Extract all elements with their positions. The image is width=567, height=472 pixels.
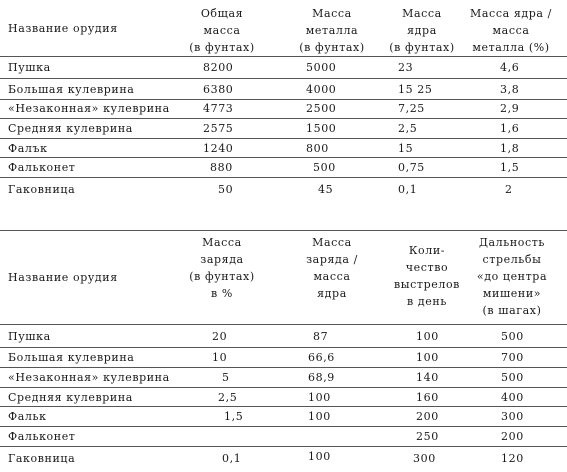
t2-cell-name: «Незаконная» кулеврина [8, 371, 170, 384]
t2-cell-col4: 200 [501, 430, 524, 443]
t2-header-col3-line1: Коли- [408, 244, 446, 257]
t1-header-col4 [457, 5, 565, 56]
t2-cell-col4: 300 [501, 410, 524, 423]
t2-cell-col1: 5 [222, 371, 230, 384]
t2-header-divider [0, 324, 567, 325]
t2-cell-name: Фальконет [8, 430, 76, 443]
t1-cell-col2: 1500 [306, 122, 337, 135]
t1-header-col4-line2: масса [492, 24, 530, 37]
t1-cell-name: Фалък [8, 142, 48, 155]
t1-header-col1-line2: масса [203, 24, 241, 37]
t1-header-col3-line3: (в фунтах) [389, 41, 455, 54]
t1-header-name: Название орудия [8, 22, 118, 35]
t1-row-divider [0, 177, 567, 178]
t2-cell-col3: 250 [416, 430, 439, 443]
t1-cell-col1: 50 [218, 183, 234, 196]
t2-cell-col3: 140 [416, 371, 439, 384]
t1-row-divider [0, 78, 567, 79]
t2-cell-col4: 700 [501, 351, 524, 364]
t2-header-col1-line2: заряда [200, 253, 244, 266]
t1-header-col1-line3: (в фунтах) [189, 41, 255, 54]
t2-cell-col1: 10 [212, 351, 228, 364]
t1-header-col3-line1: Масса [402, 7, 442, 20]
t1-cell-col3: 7,25 [398, 102, 425, 115]
t1-header-col2-line1: Масса [312, 7, 352, 20]
t1-cell-col4: 2 [505, 183, 513, 196]
t2-header-col2-line4: ядра [317, 287, 347, 300]
t2-cell-col1: 2,5 [218, 391, 238, 404]
t2-cell-col4: 400 [501, 391, 524, 404]
t1-cell-name: Гаковница [8, 183, 76, 196]
t1-cell-col2: 2500 [306, 102, 337, 115]
t2-cell-col3: 160 [416, 391, 439, 404]
t1-cell-name: Большая кулеврина [8, 83, 135, 96]
t1-cell-col1: 8200 [203, 61, 234, 74]
t2-header-col1-line3: (в фунтах) [189, 270, 255, 283]
t1-header-col2-line2: металла [305, 24, 359, 37]
t1-cell-col1: 4773 [203, 102, 234, 115]
t2-header-col3-line3: выстрелов [394, 278, 460, 291]
t2-header-col2 [282, 234, 382, 302]
t1-header-col3-line2: ядра [407, 24, 437, 37]
t2-header-col1-line4: в % [211, 287, 233, 300]
t1-row-divider [0, 157, 567, 158]
t2-header-col1-line1: Масса [202, 236, 242, 249]
t2-cell-name: Гаковница [8, 452, 76, 465]
t2-cell-col2: 100 [308, 450, 331, 463]
t1-cell-col1: 6380 [203, 83, 234, 96]
t2-cell-name: Фальк [8, 410, 47, 423]
t2-cell-col3: 200 [416, 410, 439, 423]
t2-header-col4-line1: Дальность [478, 236, 546, 249]
t2-cell-name: Большая кулеврина [8, 351, 135, 364]
t2-cell-col2: 68,9 [308, 371, 335, 384]
t2-cell-col1: 20 [212, 330, 228, 343]
t1-header-col2-line3: (в фунтах) [299, 41, 365, 54]
t2-cell-col3: 300 [413, 452, 436, 465]
t1-cell-col3: 0,75 [398, 161, 425, 174]
t1-cell-col1: 1240 [203, 142, 234, 155]
t2-header-col4-line5: (в шагах) [482, 304, 542, 317]
t2-cell-col1: 1,5 [224, 410, 244, 423]
t1-cell-col4: 1,5 [500, 161, 520, 174]
t1-cell-col4: 3,8 [500, 83, 520, 96]
t1-header-col2 [282, 5, 382, 56]
tables-separator [0, 230, 567, 231]
t1-row-divider [0, 138, 567, 139]
t2-cell-col2: 87 [313, 330, 329, 343]
t1-cell-col3: 23 [398, 61, 414, 74]
t1-cell-col2: 4000 [306, 83, 337, 96]
t2-cell-col2: 100 [308, 410, 331, 423]
t1-cell-name: Пушка [8, 61, 51, 74]
t2-header-col4-line4: мишени» [482, 287, 542, 300]
t2-header-name: Название орудия [8, 271, 118, 284]
t2-header-col1 [172, 234, 272, 302]
t1-header-col4-line3: металла (%) [472, 41, 550, 54]
t2-cell-col3: 100 [416, 330, 439, 343]
t1-cell-col2: 800 [306, 142, 329, 155]
t2-header-col4-line2: стрельбы [482, 253, 542, 266]
t2-row-divider [0, 367, 567, 368]
t1-cell-name: Средняя кулеврина [8, 122, 133, 135]
t2-cell-col2: 66,6 [308, 351, 335, 364]
t2-row-divider [0, 426, 567, 427]
t1-cell-col4: 2,9 [500, 102, 520, 115]
t2-header-col4-line3: «до центра [476, 270, 548, 283]
t1-cell-col3: 15 [398, 142, 414, 155]
t1-cell-col1: 2575 [203, 122, 234, 135]
t2-header-col2-line1: Масса [312, 236, 352, 249]
t2-header-col2-line2: заряда / [306, 253, 358, 266]
t2-row-divider [0, 347, 567, 348]
t2-cell-name: Средняя кулеврина [8, 391, 133, 404]
t1-header-col1 [172, 5, 272, 56]
t1-cell-col4: 4,6 [500, 61, 520, 74]
t1-header-divider [0, 56, 567, 57]
t1-cell-name: «Незаконная» кулеврина [8, 102, 170, 115]
t2-cell-col1: 0,1 [222, 452, 242, 465]
t2-cell-col4: 120 [501, 452, 524, 465]
t2-cell-name: Пушка [8, 330, 51, 343]
t1-cell-col1: 880 [210, 161, 233, 174]
t2-cell-col4: 500 [501, 330, 524, 343]
t1-cell-name: Фальконет [8, 161, 76, 174]
t1-header-col4-line1: Масса ядра / [470, 7, 552, 20]
t2-cell-col4: 500 [501, 371, 524, 384]
t1-cell-col4: 1,8 [500, 142, 520, 155]
t2-header-col4 [460, 234, 564, 319]
t2-cell-col3: 100 [416, 351, 439, 364]
t1-cell-col3: 0,1 [398, 183, 418, 196]
t1-header-col1-line1: Общая [200, 7, 244, 20]
t1-cell-col3: 2,5 [398, 122, 418, 135]
t1-cell-col4: 1,6 [500, 122, 520, 135]
t2-cell-col2: 100 [308, 391, 331, 404]
t2-header-col3-line2: чество [405, 261, 449, 274]
t1-row-divider [0, 118, 567, 119]
t1-cell-col2: 5000 [306, 61, 337, 74]
t2-row-divider [0, 446, 567, 447]
t1-cell-col3: 15 25 [398, 83, 433, 96]
t2-header-col3-line4: в день [407, 295, 447, 308]
t1-cell-col2: 45 [318, 183, 334, 196]
t2-row-divider [0, 387, 567, 388]
t2-row-divider [0, 406, 567, 407]
t2-header-col2-line3: масса [313, 270, 351, 283]
t1-cell-col2: 500 [313, 161, 336, 174]
